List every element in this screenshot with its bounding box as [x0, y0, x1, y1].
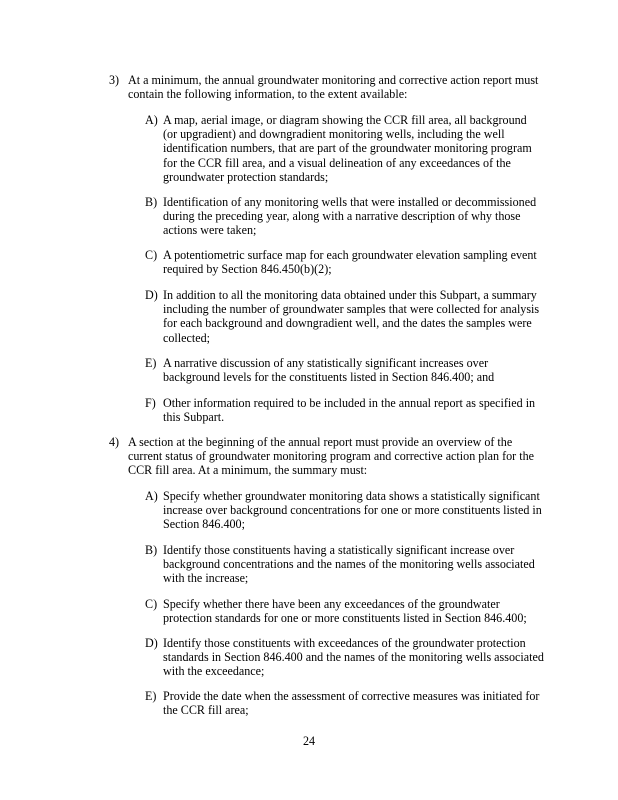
sub-item-text — [163, 489, 600, 532]
sub-item-3c — [145, 248, 600, 276]
sub-item-3e — [145, 356, 600, 384]
text-line: protection standards for one or more constituents listed in Section 846.400; — [163, 611, 527, 626]
item-text — [128, 73, 599, 101]
text-line: this Subpart. — [163, 410, 225, 425]
text-line: A narrative discussion of any statistically significant increases over — [163, 356, 489, 370]
sub-item-label: A) — [145, 489, 158, 503]
text-line: contain the following information, to the extent available: — [128, 87, 408, 102]
list-item-4 — [109, 435, 599, 478]
text-line: A map, aerial image, or diagram showing the CCR fill area, all background — [163, 113, 527, 127]
text-line: background concentrations and the names of the monitoring wells associated — [163, 557, 535, 572]
sub-item-text — [163, 543, 600, 586]
text-line: the CCR fill area; — [163, 703, 249, 718]
sub-item-label: B) — [145, 543, 158, 557]
text-line: Specify whether there have been any exceedances of the groundwater — [163, 597, 500, 611]
sub-item-text — [163, 636, 600, 679]
text-line: Identification of any monitoring wells that were installed or decommissioned — [163, 195, 537, 209]
text-line: background levels for the constituents listed in Section 846.400; and — [163, 370, 495, 385]
page-number: 24 — [302, 734, 316, 748]
sub-item-label: C) — [145, 597, 158, 611]
text-line: including the number of groundwater samples that were collected for analysis — [163, 302, 540, 317]
text-line: for each background and downgradient well, and the dates the samples were — [163, 316, 532, 331]
sub-item-label: D) — [145, 288, 158, 302]
text-line: standards in Section 846.400 and the names of the monitoring wells associated — [163, 650, 544, 665]
text-line: Section 846.400; — [163, 517, 245, 532]
sub-item-text — [163, 689, 600, 717]
text-line: groundwater protection standards; — [163, 169, 329, 184]
text-line: Identify those constituents with exceedances of the groundwater protection — [163, 636, 526, 650]
item-number: 3) — [109, 73, 120, 87]
sub-item-3a — [145, 113, 600, 184]
text-line: Other information required to be included in the annual report as specified in — [163, 396, 536, 410]
text-line: required by Section 846.450(b)(2); — [163, 262, 332, 277]
sub-item-text — [163, 113, 600, 184]
sub-item-4c — [145, 597, 600, 625]
sub-item-4b — [145, 543, 600, 586]
text-line: during the preceding year, along with a narrative description of why those — [163, 209, 521, 224]
sub-item-4d — [145, 636, 600, 679]
list-item-3 — [109, 73, 599, 101]
sub-item-label: C) — [145, 248, 158, 262]
text-line: identification numbers, that are part of the groundwater monitoring program — [163, 141, 532, 156]
sub-item-text — [163, 597, 600, 625]
sub-item-text — [163, 248, 600, 276]
text-line: Specify whether groundwater monitoring data shows a statistically significant — [163, 489, 540, 503]
text-line: actions were taken; — [163, 223, 257, 238]
text-line: with the exceedance; — [163, 664, 265, 679]
text-line: Provide the date when the assessment of corrective measures was initiated for — [163, 689, 540, 703]
text-line: current status of groundwater monitoring program and corrective action plan for the — [128, 449, 535, 464]
text-line: In addition to all the monitoring data obtained under this Subpart, a summary — [163, 288, 537, 302]
sub-item-label: D) — [145, 636, 158, 650]
sub-item-3b — [145, 195, 600, 238]
sub-item-label: A) — [145, 113, 158, 127]
sub-item-label: F) — [145, 396, 156, 410]
text-line: At a minimum, the annual groundwater monitoring and corrective action report must — [128, 73, 539, 87]
item-text — [128, 435, 599, 478]
text-line: A section at the beginning of the annual report must provide an overview of the — [128, 435, 513, 449]
text-line: for the CCR fill area, and a visual delineation of any exceedances of the — [163, 155, 511, 170]
sub-item-4e — [145, 689, 600, 717]
sub-item-3d — [145, 288, 600, 345]
text-line: increase over background concentrations for one or more constituents listed in — [163, 503, 542, 518]
sub-item-text — [163, 195, 600, 238]
sub-item-label: E) — [145, 356, 157, 370]
sub-item-text — [163, 356, 600, 384]
sub-item-text — [163, 396, 600, 424]
item-number: 4) — [109, 435, 120, 449]
text-line: collected; — [163, 330, 211, 345]
sub-item-label: B) — [145, 195, 158, 209]
sub-item-label: E) — [145, 689, 157, 703]
sub-item-3f — [145, 396, 600, 424]
text-line: CCR fill area. At a minimum, the summary must: — [128, 463, 368, 478]
text-line: (or upgradient) and downgradient monitoring wells, including the well — [163, 127, 505, 142]
sub-item-text — [163, 288, 600, 345]
text-line: Identify those constituents having a statistically significant increase over — [163, 543, 515, 557]
text-line: A potentiometric surface map for each groundwater elevation sampling event — [163, 248, 537, 262]
text-line: with the increase; — [163, 571, 249, 586]
sub-item-4a — [145, 489, 600, 532]
